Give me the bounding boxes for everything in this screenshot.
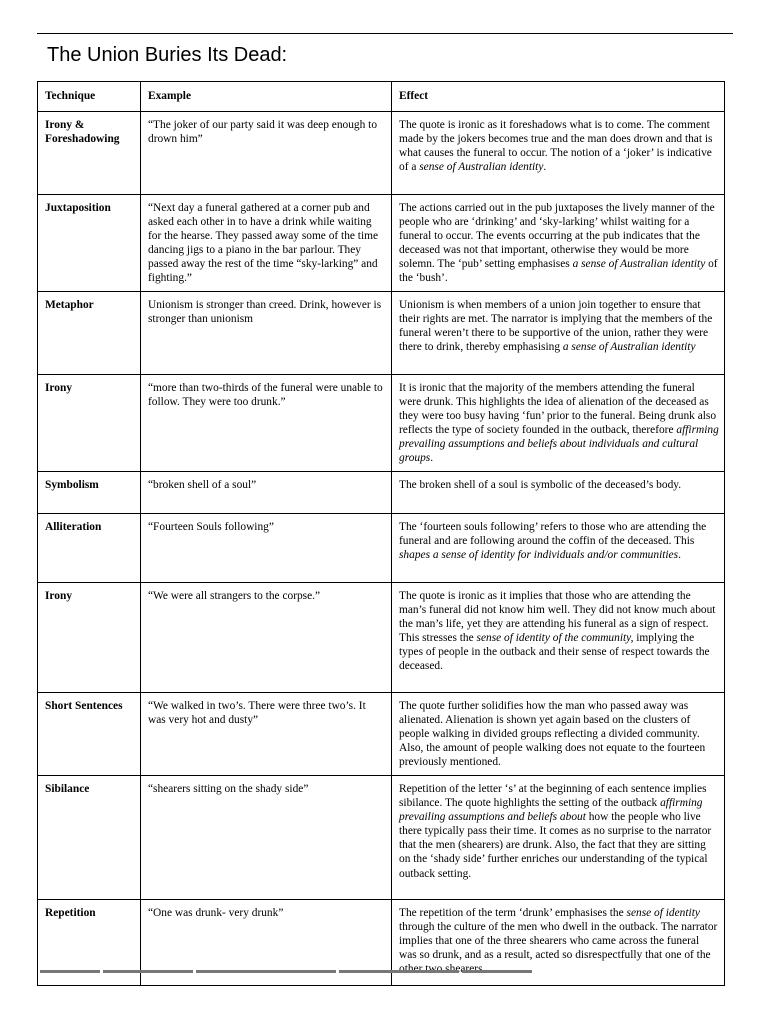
header-technique: Technique	[38, 82, 141, 112]
effect-text: The ‘fourteen souls following’ refers to those who are attending the funeral and are following around the coffin of the deceased. This	[399, 521, 707, 548]
effect-cell	[392, 776, 725, 900]
effect-text: .	[430, 452, 434, 465]
effect-emphasis: affirming prevailing assumptions and beliefs about	[399, 797, 703, 824]
effect-cell	[392, 195, 725, 292]
table-row	[38, 472, 725, 514]
effect-text: .	[678, 549, 681, 562]
effect-text: The quote is ironic as it implies that those who are attending the man’s funeral did not know him well. They did not know much about the man’s life, yet they are attending his funeral as a sign of respect. This stresses the	[399, 590, 716, 645]
table-row	[38, 693, 725, 776]
example-cell: “We walked in two’s. There were three two’s. It was very hot and dusty”	[141, 693, 392, 776]
example-cell: “Fourteen Souls following”	[141, 514, 392, 583]
technique-cell: Short Sentences	[38, 693, 141, 776]
effect-cell	[392, 583, 725, 693]
effect-emphasis: sense of identity of the community,	[476, 632, 634, 645]
effect-text: The broken shell of a soul is symbolic of the deceased’s body.	[399, 479, 682, 491]
table-row	[38, 583, 725, 693]
technique-cell: Sibilance	[38, 776, 141, 900]
example-cell: “broken shell of a soul”	[141, 472, 392, 514]
effect-text: The quote further solidifies how the man who passed away was alienated. Alienation is shown yet again based on the clusters of people walking in divided groups reflecting a divided community. Also, the amount of people walking does not equate to the fourteen previously mentioned.	[399, 700, 706, 769]
table-row	[38, 776, 725, 900]
example-cell: “One was drunk- very drunk”	[141, 900, 392, 986]
example-cell: “shearers sitting on the shady side”	[141, 776, 392, 900]
table-row	[38, 514, 725, 583]
example-cell: Unionism is stronger than creed. Drink, however is stronger than unionism	[141, 292, 392, 375]
effect-text: of the ‘bush’.	[399, 258, 718, 285]
example-cell: “Next day a funeral gathered at a corner pub and asked each other in to have a drink while waiting for the hearse. They passed away some of the time dancing jigs to a piano in the bar parlour. They passed away the rest of the time “sky-larking” and fighting.”	[141, 195, 392, 292]
effect-emphasis: a sense of Australian identity	[572, 258, 706, 271]
table-row	[38, 292, 725, 375]
effect-cell	[392, 112, 725, 195]
page-title: The Union Buries Its Dead:	[47, 44, 288, 66]
table-row	[38, 195, 725, 292]
table-header-row	[38, 82, 725, 112]
effect-text: The actions carried out in the pub juxtaposes the lively manner of the people who are ‘drinking’ and ‘sky-larking’ whilst waiting for a funeral to occur. The events occurring at the pub indicates that the deceased was not that important, otherwise they would be more solemn. The ‘pub’ setting emphasises	[399, 202, 715, 271]
technique-cell: Irony	[38, 375, 141, 472]
technique-cell: Irony	[38, 583, 141, 693]
effect-text: through the culture of the men who dwell in the outback. The narrator implies that one of the three shearers who came across the funeral was so drunk, and as a result, acted so disrespectfully that one of the	[399, 921, 718, 962]
technique-cell: Alliteration	[38, 514, 141, 583]
effect-emphasis: sense of Australian identity	[419, 161, 544, 174]
effect-emphasis: affirming prevailing assumptions and beliefs about individuals and cultural groups	[399, 424, 719, 465]
header-example: Example	[141, 82, 392, 112]
example-cell: “The joker of our party said it was deep enough to drown him”	[141, 112, 392, 195]
effect-cell	[392, 514, 725, 583]
effect-text: Repetition of the letter ‘s’ at the beginning of each sentence implies sibilance. The quote highlights the setting of the outback	[399, 783, 707, 810]
effect-emphasis: a sense of Australian identity	[562, 341, 696, 354]
effect-cell	[392, 693, 725, 776]
technique-cell: Juxtaposition	[38, 195, 141, 292]
technique-cell: Metaphor	[38, 292, 141, 375]
effect-cell	[392, 292, 725, 375]
effect-text: The repetition of the term ‘drunk’ emphasises the	[399, 907, 627, 919]
footer-text-fragment	[40, 966, 540, 976]
example-cell: “more than two-thirds of the funeral were unable to follow. They were too drunk.”	[141, 375, 392, 472]
effect-cell	[392, 375, 725, 472]
effect-text: implying the types of people in the outback and their sense of respect towards the deceased.	[399, 632, 710, 673]
effect-text: how the people who live there typically pass their time. It comes as no surprise to the narrator that the men (shearers) are drunk. Also, the fact that they are sitting on the ‘shady side’ further enriches our understanding of the typical outback setting.	[399, 811, 712, 880]
table-row	[38, 112, 725, 195]
header-effect: Effect	[392, 82, 725, 112]
example-cell: “We were all strangers to the corpse.”	[141, 583, 392, 693]
technique-cell: Symbolism	[38, 472, 141, 514]
effect-text: The quote is ironic as it foreshadows what is to come. The comment made by the jokers becomes true and the man does drown and that is what causes the funeral to occur. The notion of a ‘joker’ is indicative of a	[399, 119, 713, 174]
technique-cell: Repetition	[38, 900, 141, 986]
top-rule	[37, 33, 733, 34]
analysis-table	[37, 81, 725, 986]
technique-cell: Irony & Foreshadowing	[38, 112, 141, 195]
effect-text: It is ironic that the majority of the members attending the funeral were drunk. This highlights the idea of alienation of the deceased as they were too busy having ‘fun’ prior to the funeral. Being drunk also reflects the type of society founded in the outback, therefore	[399, 382, 717, 437]
table-row	[38, 375, 725, 472]
effect-text: .	[543, 161, 547, 174]
effect-emphasis: sense of identity	[626, 907, 700, 919]
effect-emphasis: shapes a sense of identity for individuals and/or communities	[399, 549, 679, 562]
effect-cell	[392, 472, 725, 514]
effect-text: Unionism is when members of a union join together to ensure that their rights are met. The narrator is implying that the members of the funeral weren’t there to be supportive of the union, rather they were there to drink, thereby emphasising	[399, 299, 713, 354]
